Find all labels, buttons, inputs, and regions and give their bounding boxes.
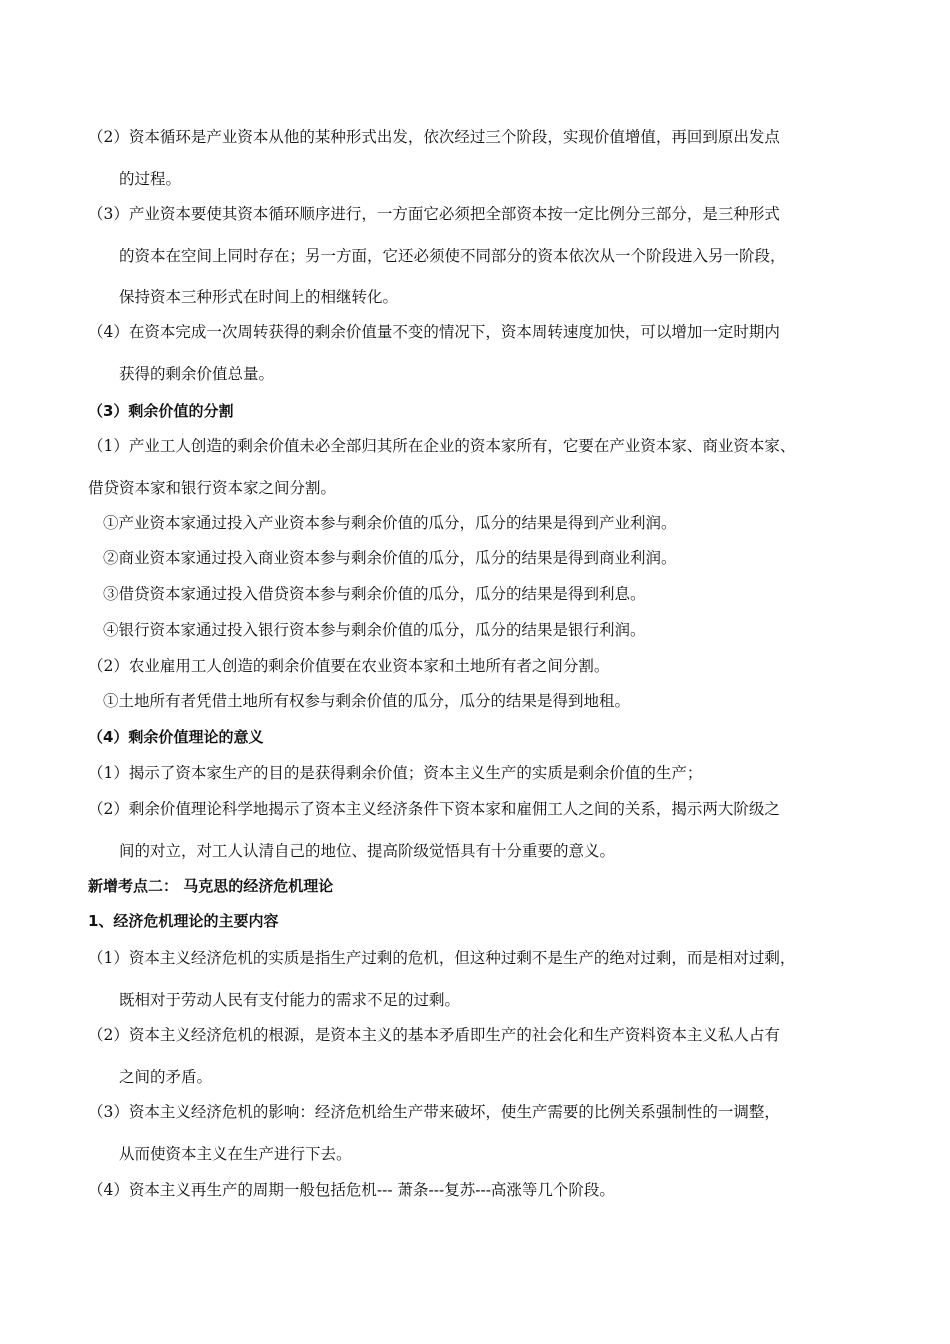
paragraph-line: 的资本在空间上同时存在；另一方面，它还必须使不同部分的资本依次从一个阶段进入另一阶段， <box>119 247 786 265</box>
list-item: ①产业资本家通过投入产业资本参与剩余价值的瓜分，瓜分的结果是得到产业利润。 <box>103 514 677 532</box>
paragraph-line: （4）在资本完成一次周转获得的剩余价值量不变的情况下，资本周转速度加快，可以增加一定时期内 <box>88 323 780 341</box>
section-heading: 新增考点二： 马克思的经济危机理论 <box>88 877 334 895</box>
paragraph-line: 获得的剩余价值总量。 <box>119 365 275 383</box>
paragraph-line: （2）剩余价值理论科学地揭示了资本主义经济条件下资本家和雇佣工人之间的关系，揭示两大阶级之 <box>88 800 780 818</box>
paragraph-line: （2）农业雇用工人创造的剩余价值要在农业资本家和土地所有者之间分割。 <box>88 657 610 675</box>
list-item: ②商业资本家通过投入商业资本参与剩余价值的瓜分，瓜分的结果是得到商业利润。 <box>103 549 677 567</box>
paragraph-line: 从而使资本主义在生产进行下去。 <box>119 1145 352 1163</box>
paragraph-line: （2）资本循环是产业资本从他的某种形式出发，依次经过三个阶段，实现价值增值，再回到原出发点 <box>88 128 780 146</box>
paragraph-line: （4）资本主义再生产的周期一般包括危机--- 萧条---复苏---高涨等几个阶段。 <box>88 1181 615 1199</box>
list-item: ④银行资本家通过投入银行资本参与剩余价值的瓜分，瓜分的结果是银行利润。 <box>103 621 646 639</box>
paragraph-line: （3）产业资本要使其资本循环顺序进行，一方面它必须把全部资本按一定比例分三部分，是三种形式 <box>88 205 780 223</box>
paragraph-line: 的过程。 <box>119 170 182 188</box>
paragraph-line: （1）揭示了资本家生产的目的是获得剩余价值；资本主义生产的实质是剩余价值的生产； <box>88 764 703 782</box>
list-item: ③借贷资本家通过投入借贷资本参与剩余价值的瓜分，瓜分的结果是得到利息。 <box>103 585 646 603</box>
paragraph-line: （1）产业工人创造的剩余价值未必全部归其所在企业的资本家所有，它要在产业资本家、商业资本家、 <box>88 437 796 455</box>
paragraph-line: 借贷资本家和银行资本家之间分割。 <box>88 479 337 497</box>
list-item: ①土地所有者凭借土地所有权参与剩余价值的瓜分，瓜分的结果是得到地租。 <box>103 692 631 710</box>
paragraph-line: 既相对于劳动人民有支付能力的需求不足的过剩。 <box>119 991 461 1009</box>
section-heading: （3）剩余价值的分割 <box>88 402 234 420</box>
paragraph-line: （1）资本主义经济危机的实质是指生产过剩的危机，但这种过剩不是生产的绝对过剩，而是相对过剩， <box>88 949 796 967</box>
paragraph-line: 之间的矛盾。 <box>119 1068 213 1086</box>
paragraph-line: 间的对立，对工人认清自己的地位、提高阶级觉悟具有十分重要的意义。 <box>119 842 616 860</box>
paragraph-line: （3）资本主义经济危机的影响：经济危机给生产带来破坏，使生产需要的比例关系强制性的一调整， <box>88 1103 780 1121</box>
paragraph-line: 保持资本三种形式在时间上的相继转化。 <box>119 288 399 306</box>
section-heading: （4）剩余价值理论的意义 <box>88 728 264 746</box>
paragraph-line: （2）资本主义经济危机的根源，是资本主义的基本矛盾即生产的社会化和生产资料资本主义私人占有 <box>88 1026 780 1044</box>
section-heading: 1、经济危机理论的主要内容 <box>88 912 279 930</box>
